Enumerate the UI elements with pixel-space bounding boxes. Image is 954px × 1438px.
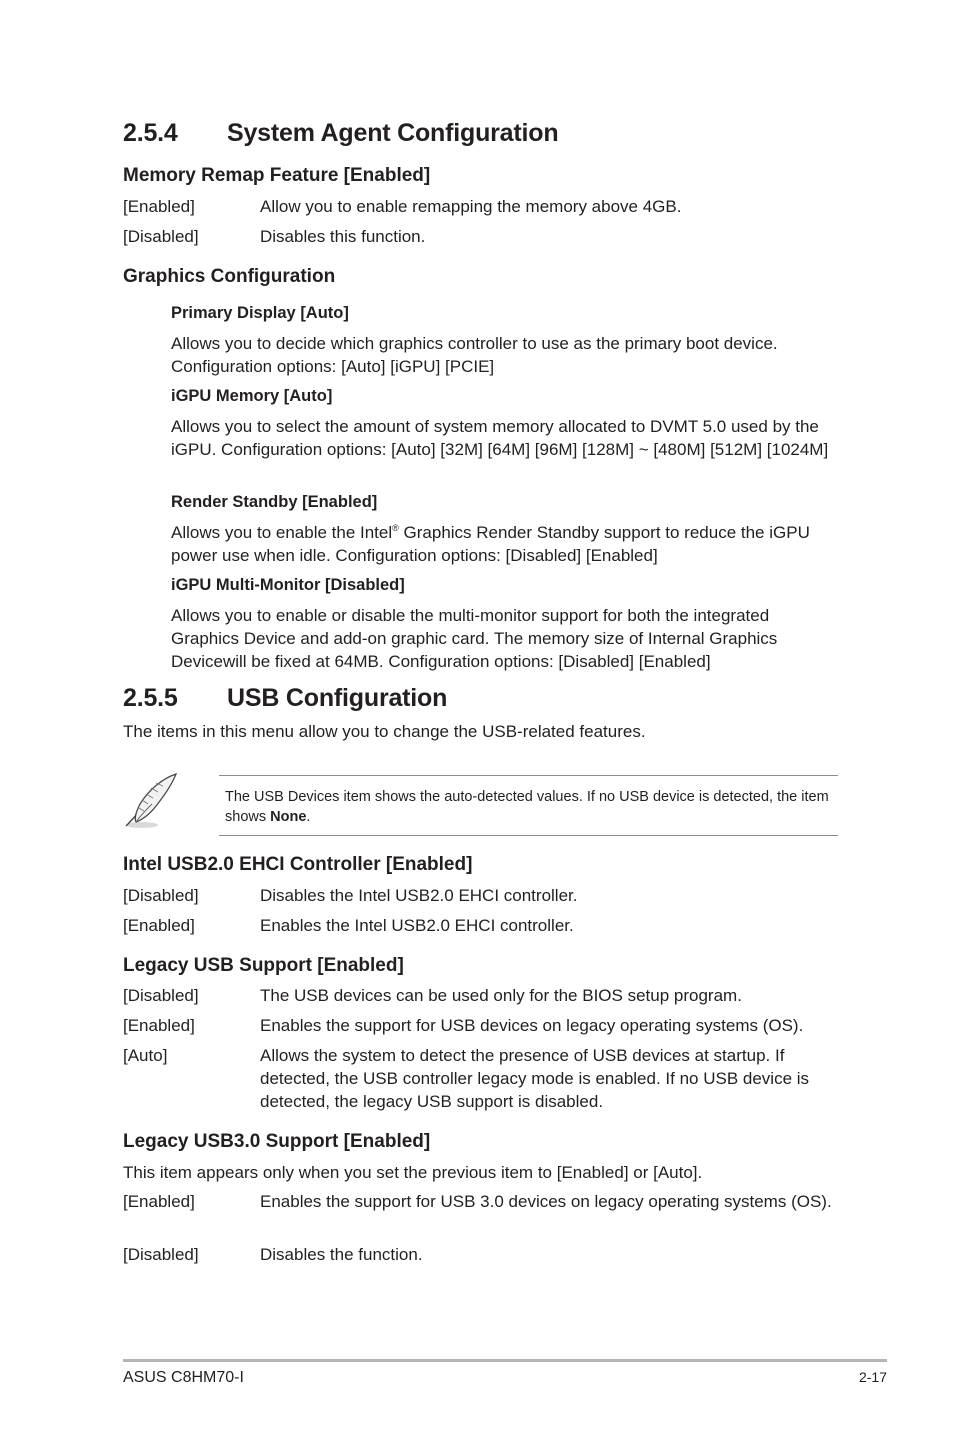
option-key: [Enabled] [123, 916, 195, 935]
option-key: [Enabled] [123, 197, 195, 216]
primary-display-heading: Primary Display [Auto] [171, 304, 349, 322]
option-row [123, 195, 833, 218]
option-key: [Enabled] [123, 1192, 195, 1211]
legacy-usb3-intro: This item appears only when you set the previous item to [Enabled] or [Auto]. [123, 1163, 703, 1182]
legacy-usb3-heading: Legacy USB3.0 Support [Enabled] [123, 1131, 431, 1152]
footer-rule [123, 1359, 887, 1362]
option-row [123, 1044, 833, 1113]
igpu-memory-heading: iGPU Memory [Auto] [171, 387, 333, 405]
section-number: 2.5.5 [123, 684, 178, 712]
page-number: 2-17 [858, 1369, 887, 1385]
option-key: [Disabled] [123, 1245, 199, 1264]
option-row [123, 1014, 833, 1037]
option-desc: Disables the function. [260, 1245, 423, 1264]
usb-intro-text: The items in this menu allow you to change the USB-related features. [123, 722, 646, 741]
feather-pen-icon [120, 770, 182, 832]
option-row [123, 984, 833, 1007]
note-text [225, 787, 835, 827]
option-desc: Enables the Intel USB2.0 EHCI controller. [260, 916, 574, 935]
option-desc: Allow you to enable remapping the memory above 4GB. [260, 197, 682, 216]
section-title-text: USB Configuration [227, 684, 448, 712]
text-run: . [306, 809, 311, 825]
text-run: The USB Devices item shows the auto-detected values. If no USB device is detected, the item shows [225, 789, 829, 825]
multi-monitor-text: Allows you to enable or disable the multi-monitor support for both the integrated Graphics Device and add-on graphic card. The memory size of Internal Graphics Devicewill be fixed at 64MB. Configuration options: [Disabled] [Enabled] [171, 606, 778, 671]
option-key: [Auto] [123, 1046, 168, 1065]
option-desc: Disables the Intel USB2.0 EHCI controller. [260, 886, 578, 905]
option-row [123, 914, 833, 937]
option-key: [Disabled] [123, 227, 199, 246]
multi-monitor-heading: iGPU Multi-Monitor [Disabled] [171, 576, 405, 594]
option-desc: Allows the system to detect the presence of USB devices at startup. If detected, the USB controller legacy mode is enabled. If no USB device is detected, the legacy USB support is disabled. [260, 1046, 810, 1111]
option-row [123, 1243, 833, 1266]
section-2-5-5-title [123, 683, 447, 713]
footer-product-name: ASUS C8HM70-I [123, 1369, 244, 1386]
option-key: [Disabled] [123, 986, 199, 1005]
option-row [123, 1190, 833, 1213]
render-standby-text [171, 521, 831, 567]
option-key: [Disabled] [123, 886, 199, 905]
legacy-usb-heading: Legacy USB Support [Enabled] [123, 955, 404, 976]
render-standby-heading: Render Standby [Enabled] [171, 493, 378, 511]
option-desc: Enables the support for USB 3.0 devices on legacy operating systems (OS). [260, 1192, 832, 1211]
section-2-5-4-title [123, 118, 558, 148]
note-bold: None [270, 809, 307, 825]
igpu-memory-text: Allows you to select the amount of system memory allocated to DVMT 5.0 used by the iGPU. Configuration options: [Auto] [32M] [64M] [96M] [128M] ~ [480M] [512M] [1024M] [171, 417, 829, 459]
option-desc: Disables this function. [260, 227, 426, 246]
option-desc: The USB devices can be used only for the BIOS setup program. [260, 986, 742, 1005]
graphics-config-heading: Graphics Configuration [123, 266, 336, 287]
section-number: 2.5.4 [123, 119, 178, 147]
note-top-rule [219, 775, 838, 776]
text-run: Graphics Render Standby support to reduce the iGPU power use when idle. Configuration options: [Disabled] [Enabled] [171, 523, 810, 565]
option-row [123, 884, 833, 907]
memory-remap-heading: Memory Remap Feature [Enabled] [123, 165, 431, 186]
option-key: [Enabled] [123, 1016, 195, 1035]
note-bottom-rule [219, 835, 838, 836]
option-desc: Enables the support for USB devices on legacy operating systems (OS). [260, 1016, 804, 1035]
registered-mark: ® [392, 523, 399, 533]
section-title-text: System Agent Configuration [227, 119, 559, 147]
primary-display-text: Allows you to decide which graphics controller to use as the primary boot device. Configuration options: [Auto] [iGPU] [PCIE] [171, 334, 778, 376]
ehci-heading: Intel USB2.0 EHCI Controller [Enabled] [123, 854, 473, 875]
option-row [123, 225, 833, 248]
text-run: Allows you to enable the Intel [171, 523, 393, 542]
